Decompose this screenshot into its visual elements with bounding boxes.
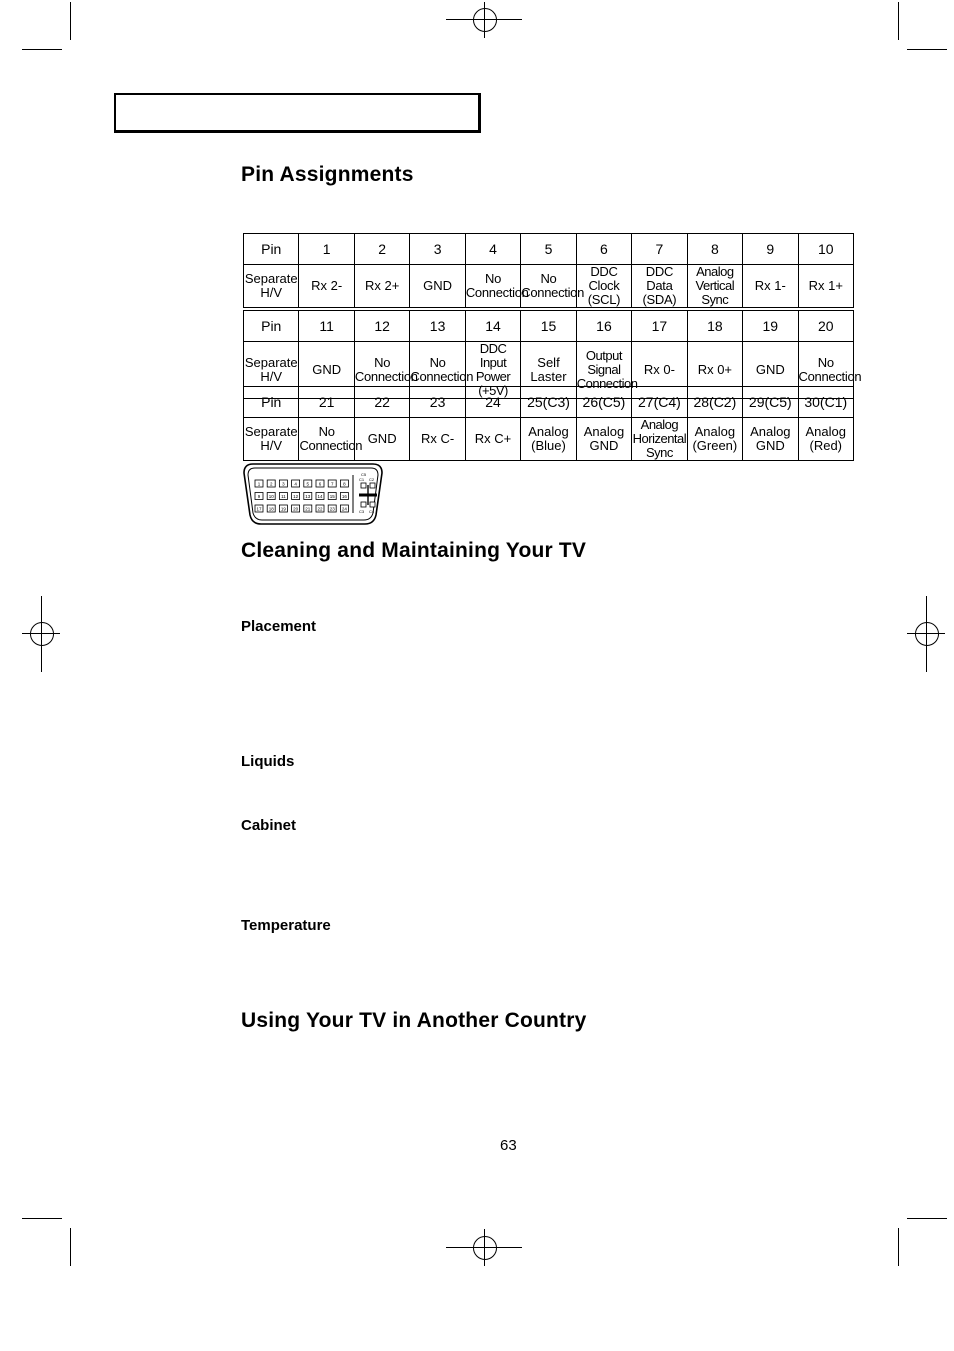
- pin-signal: Analog (Red): [798, 418, 853, 461]
- connector-pin-label: 15: [329, 494, 335, 499]
- connector-pin-label: 16: [341, 494, 347, 499]
- connector-pin-label: 6: [318, 481, 322, 487]
- subsection-temperature: Temperature: [241, 917, 331, 934]
- subsection-cabinet: Cabinet: [241, 817, 297, 834]
- crop-mark: [898, 1228, 899, 1266]
- connector-pin-label: 20: [293, 506, 299, 512]
- pin-number: 7: [632, 234, 687, 265]
- connector-pin-label: 24: [341, 506, 347, 512]
- connector-pin-label: 9: [257, 494, 261, 499]
- pin-number: 9: [743, 234, 798, 265]
- pin-signal: Self Laster: [521, 342, 576, 399]
- pin-number: 14: [465, 311, 520, 342]
- row-label: Separate H/V: [244, 418, 299, 461]
- row-label: Separate H/V: [244, 342, 299, 399]
- connector-pin-label: 7: [330, 481, 334, 487]
- connector-pin-label: 23: [329, 506, 335, 512]
- connector-pin-label: 12: [293, 494, 299, 499]
- pin-signal: DDC Data (SDA): [632, 265, 687, 308]
- section-title-another-country: Using Your TV in Another Country: [241, 1009, 587, 1032]
- pin-signal: DDC Clock (SCL): [576, 265, 631, 308]
- connector-pin-label: 11: [281, 494, 286, 499]
- pin-signal: Rx 0-: [632, 342, 687, 399]
- pin-number: 2: [354, 234, 409, 265]
- page-number: 63: [500, 1137, 517, 1154]
- pin-signal: Analog GND: [576, 418, 631, 461]
- pin-table-3: [243, 386, 854, 461]
- pin-number: 30(C1): [798, 387, 853, 418]
- pin-signal: Rx 1+: [798, 265, 853, 308]
- crop-mark: [898, 2, 899, 40]
- connector-pin-label: 17: [256, 506, 262, 512]
- pin-number: 3: [410, 234, 465, 265]
- pin-signal: Output Signal Connection: [576, 342, 631, 399]
- pin-number: 13: [410, 311, 465, 342]
- pin-signal: Analog Horizental Sync: [632, 417, 687, 460]
- pin-signal: No Connection: [521, 265, 576, 308]
- pin-signal: GND: [410, 265, 465, 308]
- pin-number: 11: [299, 311, 354, 342]
- pin-signal: GND: [743, 342, 798, 399]
- pin-signal: Rx 1-: [743, 265, 798, 308]
- pin-number: 8: [687, 234, 742, 265]
- pin-number: 6: [576, 234, 631, 265]
- connector-c-label: C2: [369, 477, 375, 482]
- pin-signal: No Connection: [465, 265, 520, 308]
- connector-c-label: C1: [359, 477, 365, 482]
- connector-pin-label: 2: [269, 481, 273, 487]
- pin-signal: No Connection: [299, 418, 354, 461]
- connector-pin-label: 3: [282, 481, 285, 487]
- connector-c-pin: [361, 502, 366, 507]
- pin-number: 23: [410, 387, 465, 418]
- pin-table-1: [243, 233, 854, 308]
- pin-number: 15: [521, 311, 576, 342]
- crop-mark: [907, 1218, 947, 1219]
- section-title-pin-assignments: Pin Assignments: [241, 163, 414, 186]
- pin-number: 4: [465, 234, 520, 265]
- pin-number: 24: [465, 387, 520, 418]
- pin-number: 18: [687, 311, 742, 342]
- subsection-placement: Placement: [241, 618, 317, 635]
- row-label: Pin: [244, 387, 299, 418]
- connector-pin-label: 13: [305, 494, 311, 499]
- pin-number: 16: [576, 311, 631, 342]
- pin-signal: No Connection: [410, 342, 465, 399]
- connector-pin-label: 10: [268, 494, 274, 499]
- crop-mark: [22, 1218, 62, 1219]
- pin-signal: Rx 0+: [687, 342, 742, 399]
- pin-signal: Rx 2-: [299, 265, 354, 308]
- pin-number: 25(C3): [521, 387, 576, 418]
- connector-c-label: C4: [369, 509, 375, 514]
- pin-signal: Analog (Blue): [521, 418, 576, 461]
- connector-pin-label: 18: [268, 506, 274, 512]
- connector-pin-label: 1: [257, 481, 261, 487]
- dvi-connector-diagram: [243, 463, 383, 525]
- connector-c-label: C5: [361, 472, 367, 477]
- pin-signal: Analog Vertical Sync: [687, 265, 742, 308]
- row-label: Pin: [244, 234, 299, 265]
- pin-number: 17: [632, 311, 687, 342]
- pin-signal: Rx C-: [410, 418, 465, 461]
- pin-signal: GND: [354, 418, 409, 461]
- subsection-liquids: Liquids: [241, 753, 295, 770]
- pin-number: 10: [798, 234, 853, 265]
- pin-number: 21: [299, 387, 354, 418]
- connector-c-label: C3: [359, 509, 365, 514]
- connector-pin-label: 22: [317, 506, 323, 512]
- pin-number: 19: [743, 311, 798, 342]
- connector-c-pin: [370, 502, 375, 507]
- pin-number: 22: [354, 387, 409, 418]
- pin-signal: Rx C+: [465, 418, 520, 461]
- pin-number: 20: [798, 311, 853, 342]
- connector-pin-label: 21: [305, 506, 311, 512]
- section-title-cleaning: Cleaning and Maintaining Your TV: [241, 539, 587, 562]
- pin-signal: No Connection: [798, 342, 853, 399]
- crop-mark: [70, 1228, 71, 1266]
- connector-c-pin: [370, 483, 375, 488]
- connector-c-pin: [361, 483, 366, 488]
- pin-signal: Rx 2+: [354, 265, 409, 308]
- connector-pin-label: 8: [343, 481, 346, 487]
- crop-mark: [907, 49, 947, 50]
- pin-number: 29(C5): [743, 387, 798, 418]
- row-label: Pin: [244, 311, 299, 342]
- connector-pin-label: 4: [294, 481, 297, 487]
- pin-signal: DDC Input Power (+5V): [465, 342, 520, 399]
- connector-pin-label: 19: [280, 506, 286, 512]
- pin-number: 28(C2): [687, 387, 742, 418]
- pin-number: 5: [521, 234, 576, 265]
- connector-pin-label: 14: [317, 494, 323, 499]
- pin-number: 26(C5): [576, 387, 631, 418]
- pin-signal: GND: [299, 342, 354, 399]
- pin-signal: No Connection: [354, 342, 409, 399]
- pin-signal: Analog (Green): [687, 418, 742, 461]
- pin-number: 1: [299, 234, 354, 265]
- pin-signal: Analog GND: [743, 418, 798, 461]
- chapter-header-box: [114, 93, 481, 133]
- crop-mark: [70, 2, 71, 40]
- connector-pin-label: 5: [306, 481, 310, 487]
- row-label: Separate H/V: [244, 265, 299, 308]
- pin-number: 27(C4): [632, 387, 687, 418]
- pin-number: 12: [354, 311, 409, 342]
- crop-mark: [22, 49, 62, 50]
